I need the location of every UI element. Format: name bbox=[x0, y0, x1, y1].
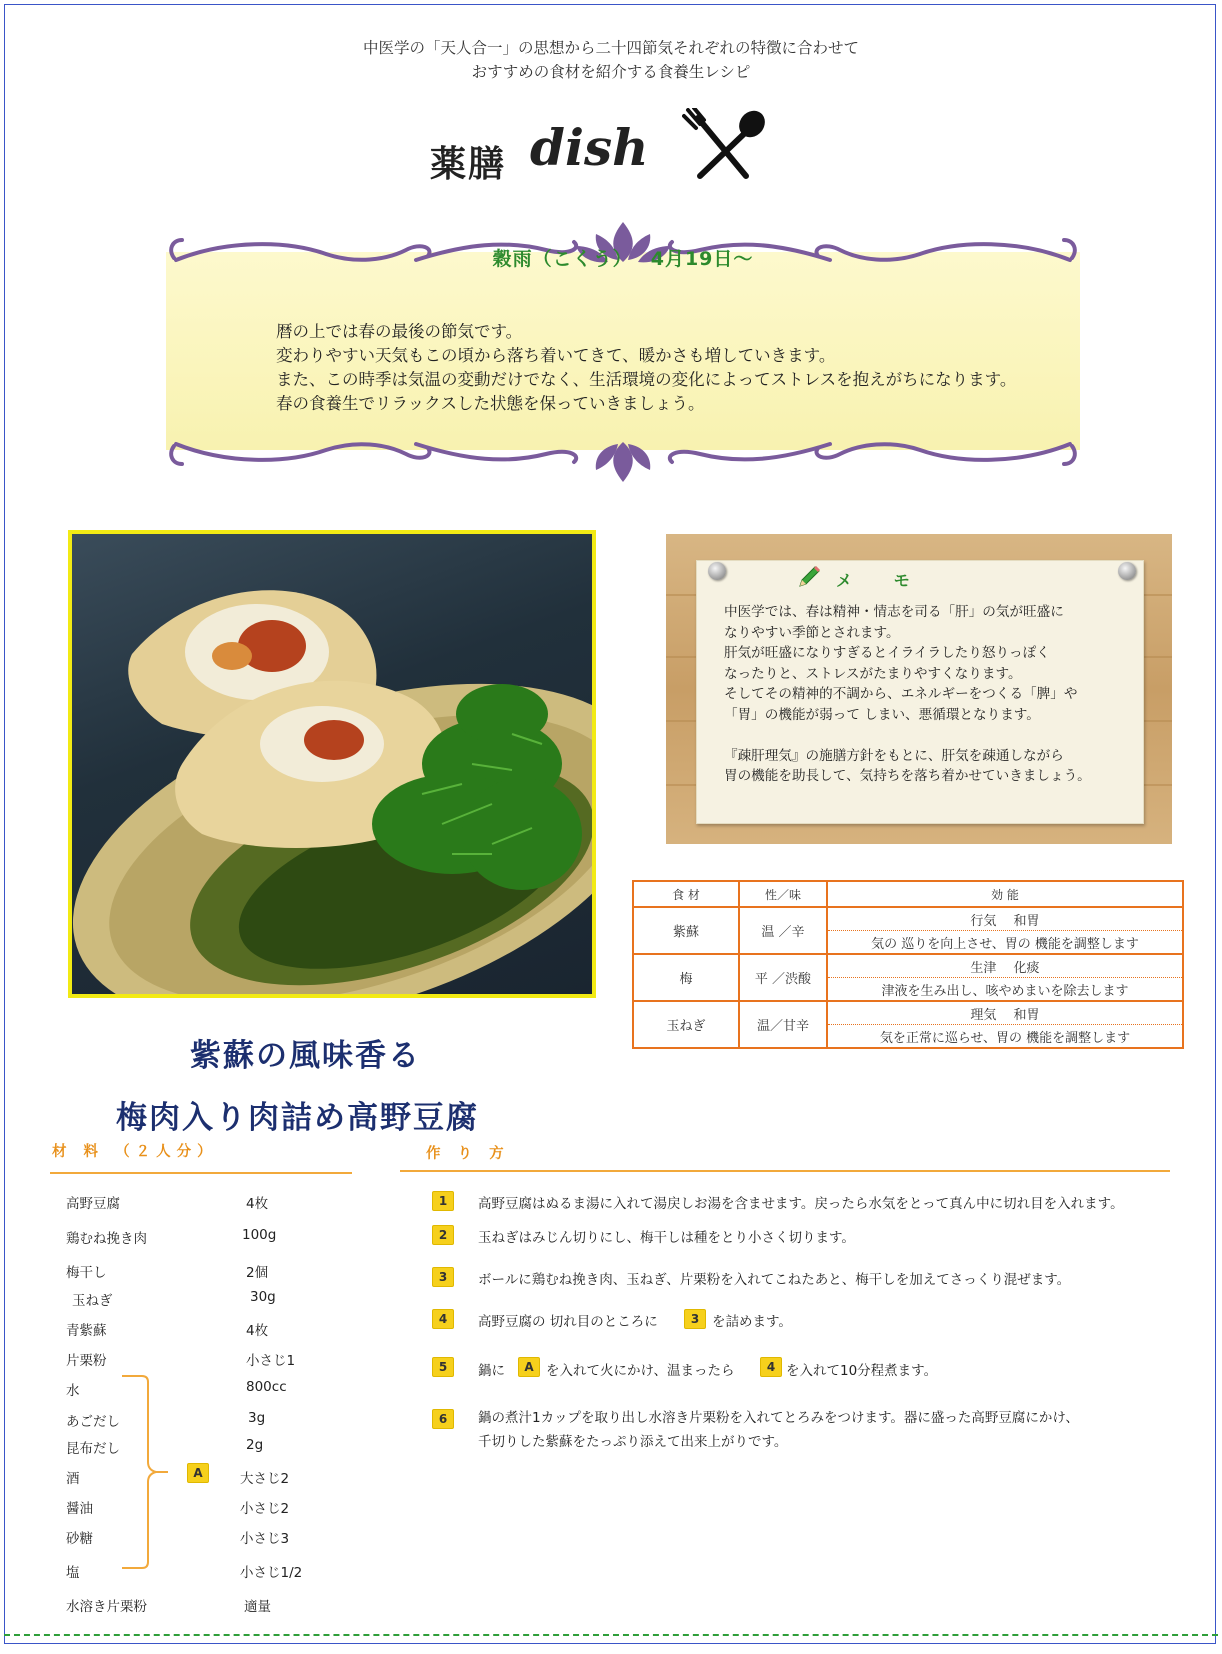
herb-effect: 理気 和胃 bbox=[827, 1001, 1183, 1025]
ingredient-name: 青紫蘇 bbox=[66, 1323, 107, 1339]
steps-heading: 作 り 方 bbox=[426, 1146, 510, 1162]
herb-effect-detail: 気の 巡りを向上させ、胃の 機能を調整します bbox=[827, 931, 1183, 955]
ingredient-name: あごだし bbox=[66, 1414, 120, 1430]
herb-nature: 温／甘辛 bbox=[739, 1001, 827, 1048]
ingredients-heading: 材 料 （２人分） bbox=[52, 1144, 218, 1160]
herb-nature: 平 ／渋酸 bbox=[739, 954, 827, 1001]
herb-name: 紫蘇 bbox=[633, 907, 739, 954]
fork-spoon-icon bbox=[682, 108, 766, 182]
memo-line: 肝気が旺盛になりすぎるとイライラしたり怒りっぽく bbox=[724, 645, 1050, 661]
ingredient-name: 酒 bbox=[66, 1471, 80, 1487]
intro-line: おすすめの食材を紹介する食養生レシピ bbox=[471, 63, 751, 81]
ingredient-amount: 大さじ2 bbox=[240, 1471, 290, 1487]
step-text: ボールに鶏むね挽き肉、玉ねぎ、片栗粉を入れてこねたあと、梅干しを加えてさっくり混ぜます。 bbox=[478, 1272, 1071, 1288]
herb-table-header-cell: 性／味 bbox=[739, 881, 827, 907]
herb-effect: 生津 化痰 bbox=[827, 954, 1183, 978]
ingredient-amount: 小さじ2 bbox=[240, 1501, 290, 1517]
memo-line: 『疎肝理気』の施膳方針をもとに、肝気を疎通しながら bbox=[724, 747, 1064, 764]
herb-effect: 行気 和胃 bbox=[827, 907, 1183, 931]
herb-name: 玉ねぎ bbox=[633, 1001, 739, 1048]
ingredient-name: 梅干し bbox=[66, 1265, 107, 1281]
season-line: 暦の上では春の最後の節気です。 bbox=[276, 322, 523, 341]
step-text: 千切りした紫蘇をたっぷり添えて出来上がりです。 bbox=[478, 1434, 788, 1450]
step-text: 鍋の煮汁1カップを取り出し水溶き片栗粉を入れてとろみをつけます。器に盛った高野豆腐にかけ、 bbox=[478, 1410, 1079, 1426]
herb-table bbox=[632, 880, 1184, 1049]
step-number-badge: 5 bbox=[432, 1357, 454, 1377]
ingredient-amount: 適量 bbox=[244, 1599, 271, 1615]
herb-nature: 温 ／辛 bbox=[739, 907, 827, 954]
memo-line: 「胃」の機能が弱って しまい、悪循環となります。 bbox=[724, 706, 1040, 723]
ingredient-amount: 100g bbox=[242, 1227, 277, 1243]
ingredients-rule bbox=[50, 1172, 352, 1174]
ingredient-amount: 2個 bbox=[246, 1265, 269, 1281]
ingredient-name: 昆布だし bbox=[66, 1441, 120, 1457]
memo-line: 中医学では、春は精神・情志を司る「肝」の気が旺盛に bbox=[724, 604, 1064, 620]
season-description bbox=[276, 320, 1016, 416]
step-text: 高野豆腐の 切れ目のところに bbox=[478, 1314, 658, 1330]
intro-text bbox=[0, 36, 1222, 84]
step-text: を詰めます。 bbox=[712, 1314, 792, 1330]
step-number-badge: 1 bbox=[432, 1191, 454, 1211]
step-reference-badge: A bbox=[518, 1357, 540, 1377]
season-line: 春の食養生でリラックスした状態を保っていきましょう。 bbox=[276, 394, 705, 413]
brand-title-en: dish bbox=[530, 118, 649, 177]
ingredient-name: 片栗粉 bbox=[66, 1353, 107, 1369]
ingredient-name: 醤油 bbox=[66, 1501, 93, 1517]
herb-effect-detail: 気を正常に巡らせ、胃の 機能を調整します bbox=[827, 1025, 1183, 1049]
ingredient-name: 水溶き片栗粉 bbox=[66, 1599, 147, 1615]
dish-photo bbox=[68, 530, 596, 998]
ingredient-name: 玉ねぎ bbox=[72, 1293, 113, 1309]
herb-table-header-cell: 食 材 bbox=[633, 881, 739, 907]
memo-line bbox=[724, 725, 1091, 746]
ingredient-name: 高野豆腐 bbox=[66, 1196, 120, 1212]
intro-line: 中医学の「天人合一」の思想から二十四節気それぞれの特徴に合わせて bbox=[362, 39, 859, 57]
herb-table-header bbox=[633, 881, 1183, 907]
ingredient-amount: 30g bbox=[250, 1289, 276, 1305]
ingredient-name: 砂糖 bbox=[66, 1531, 93, 1547]
memo-line: なりやすい季節とされます。 bbox=[724, 624, 900, 641]
ingredient-amount: 小さじ3 bbox=[240, 1531, 290, 1547]
ingredient-amount: 800cc bbox=[246, 1379, 287, 1395]
season-line: また、この時季は気温の変動だけでなく、生活環境の変化によってストレスを抱えがちになります。 bbox=[276, 370, 1017, 389]
dish-title-line1: 紫蘇の風味香る bbox=[190, 1038, 421, 1074]
ingredient-amount: 小さじ1 bbox=[246, 1353, 296, 1369]
herb-table-row bbox=[633, 907, 1183, 931]
step-reference-badge: 3 bbox=[684, 1309, 706, 1329]
ingredient-amount: 2g bbox=[246, 1437, 264, 1453]
memo-title: メ モ bbox=[836, 571, 928, 590]
step-text: 玉ねぎはみじん切りにし、梅干しは種をとり小さく切ります。 bbox=[478, 1230, 855, 1246]
pushpin-icon bbox=[1118, 562, 1136, 580]
step-text: 高野豆腐はぬるま湯に入れて湯戻しお湯を含ませます。戻ったら水気をとって真ん中に切れ目を入れます。 bbox=[478, 1196, 1124, 1212]
group-bracket bbox=[120, 1372, 170, 1572]
ingredient-amount: 3g bbox=[248, 1410, 266, 1426]
ingredient-amount: 4枚 bbox=[246, 1323, 269, 1339]
page-bottom-border bbox=[4, 1634, 1218, 1636]
pushpin-icon bbox=[708, 562, 726, 580]
steps-rule bbox=[400, 1170, 1170, 1172]
memo-line: 胃の機能を助長して、気持ちを落ち着かせていきましょう。 bbox=[724, 768, 1091, 784]
step-text: を入れて10分程煮ます。 bbox=[786, 1363, 938, 1379]
memo-line: なったりと、ストレスがたまりやすくなります。 bbox=[724, 665, 1022, 682]
ornament-bottom bbox=[166, 432, 1080, 484]
step-number-badge: 2 bbox=[432, 1225, 454, 1245]
herb-table-row bbox=[633, 954, 1183, 978]
brand-title-jp: 薬膳 bbox=[430, 143, 507, 185]
herb-name: 梅 bbox=[633, 954, 739, 1001]
herb-table-row bbox=[633, 1001, 1183, 1025]
step-reference-badge: 4 bbox=[760, 1357, 782, 1377]
herb-table-header-cell: 効 能 bbox=[827, 881, 1183, 907]
group-a-badge: A bbox=[187, 1463, 209, 1483]
step-number-badge: 3 bbox=[432, 1267, 454, 1287]
step-text: 鍋に bbox=[478, 1363, 505, 1379]
step-text: を入れて火にかけ、温まったら bbox=[546, 1363, 735, 1379]
season-title: 穀雨（こくう） 4月19日～ bbox=[492, 248, 754, 270]
pencil-icon bbox=[796, 564, 822, 590]
memo-line: そしてその精神的不調から、エネルギーをつくる「脾」や bbox=[724, 686, 1078, 702]
step-number-badge: 6 bbox=[432, 1409, 454, 1429]
memo-text bbox=[724, 602, 1091, 787]
step-number-badge: 4 bbox=[432, 1309, 454, 1329]
ingredient-amount: 小さじ1/2 bbox=[240, 1565, 303, 1581]
season-line: 変わりやすい天気もこの頃から落ち着いてきて、暖かさも増していきます。 bbox=[276, 346, 836, 365]
ingredient-name: 水 bbox=[66, 1383, 80, 1399]
dish-illustration bbox=[72, 534, 592, 994]
ingredient-name: 鶏むね挽き肉 bbox=[66, 1231, 147, 1247]
ingredient-amount: 4枚 bbox=[246, 1196, 269, 1212]
ingredient-name: 塩 bbox=[66, 1565, 80, 1581]
herb-effect-detail: 津液を生み出し、咳やめまいを除去します bbox=[827, 978, 1183, 1002]
dish-title-line2: 梅肉入り肉詰め高野豆腐 bbox=[116, 1100, 479, 1136]
